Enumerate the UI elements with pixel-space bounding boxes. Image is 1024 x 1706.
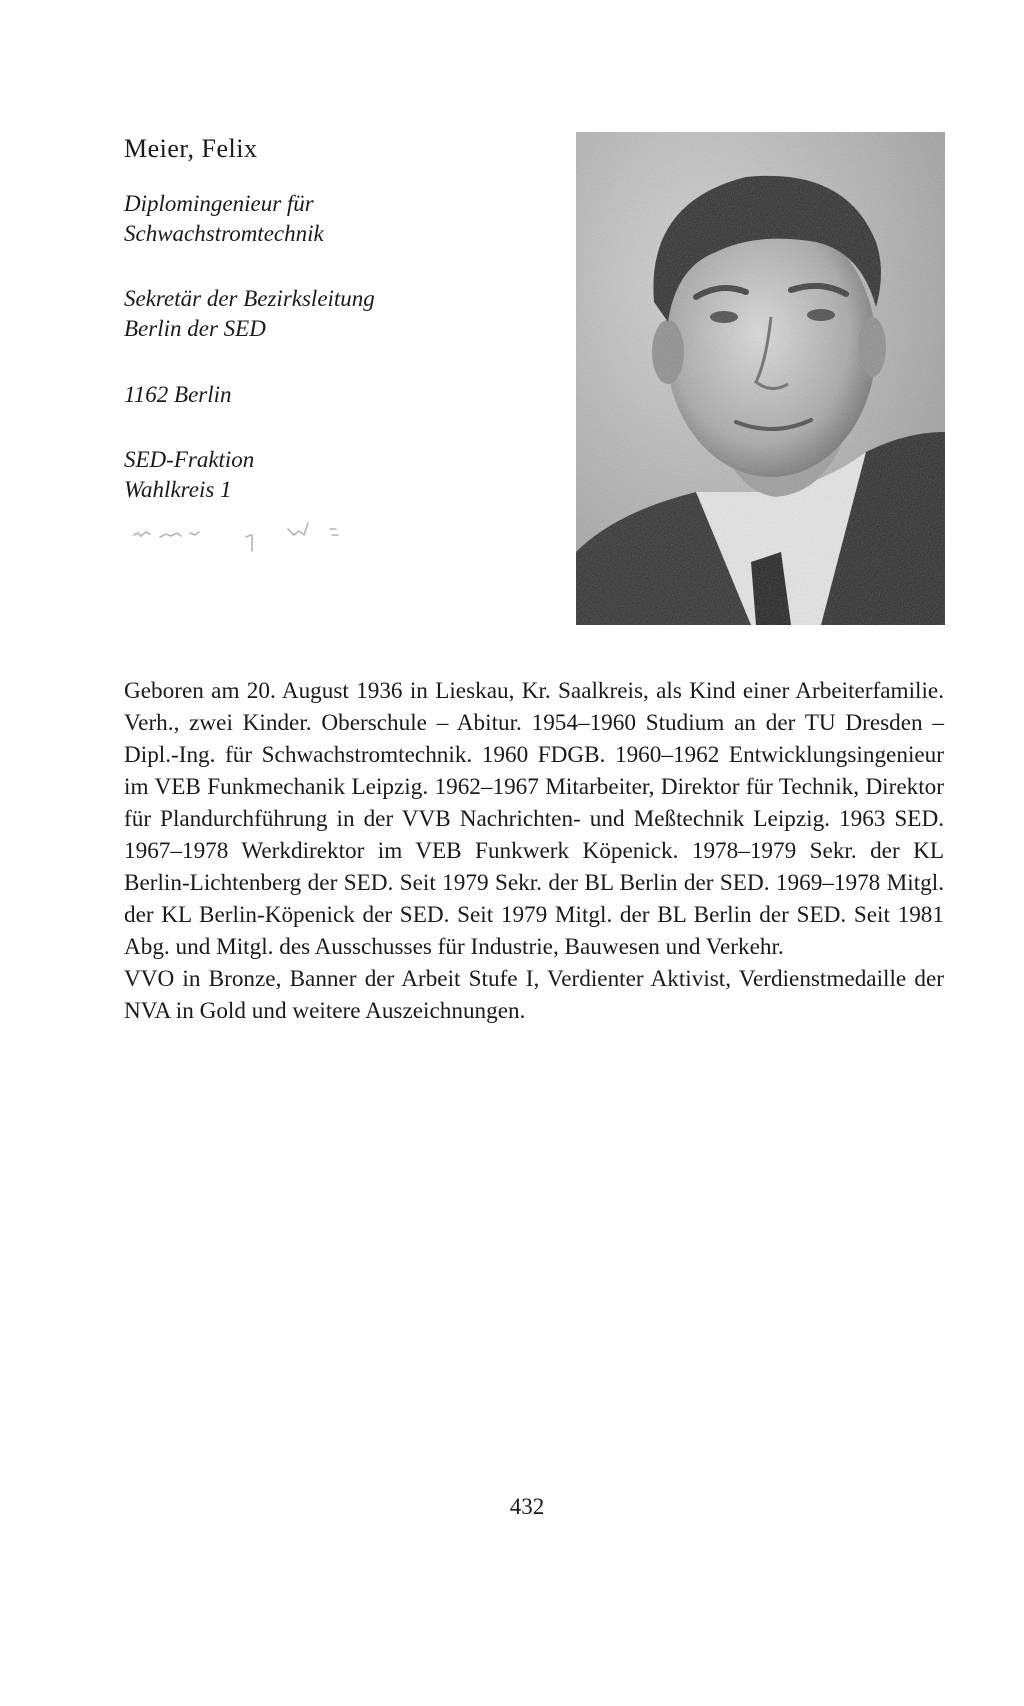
position-line-1: Sekretär der Bezirksleitung [124, 286, 375, 311]
profession [124, 189, 324, 249]
city [124, 380, 232, 410]
biography [124, 675, 944, 1027]
city-line: 1162 Berlin [124, 382, 232, 407]
page-number: 432 [509, 1494, 545, 1519]
portrait-icon [576, 132, 945, 625]
position [124, 284, 375, 344]
person-name: Meier, Felix [124, 134, 258, 163]
faction-line-1: SED-Fraktion [124, 447, 255, 472]
portrait-photo [576, 132, 945, 625]
faction-line-2: Wahlkreis 1 [124, 477, 232, 502]
biography-text: Geboren am 20. August 1936 in Lieskau, Kr. Saalkreis, als Kind einer Arbeiterfamilie. Verh., zwei Kinder. Oberschule – Abitur. 1954–1960 Studium an der TU Dresden – Dipl.-Ing. für Schwachstromtechnik. 1960 FDGB. 1960–1962 Entwicklungsingenieur im VEB Funkmechanik Leipzig. 1962–1967 Mitarbeiter, Direktor für Technik, Direktor für Plandurchführung in der VVB Nachrichten- und Meßtechnik Leipzig. 1963 SED. 1967–1978 Werkdirektor im VEB Funkwerk Köpenick. 1978–1979 Sekr. der KL Berlin-Lichtenberg der SED. Seit 1979 Sekr. der BL Berlin der SED. 1969–1978 Mitgl. der KL Berlin-Köpenick der SED. Seit 1979 Mitgl. der BL Berlin der SED. Seit 1981 Abg. und Mitgl. des Ausschusses für Industrie, Bauwesen und Verkehr. [124, 678, 944, 960]
profession-line-2: Schwachstromtechnik [124, 221, 324, 246]
faded-stamp-marks [130, 515, 390, 555]
awards-text: VVO in Bronze, Banner der Arbeit Stufe I, Verdienter Aktivist, Verdienstmedaille der NVA in Gold und weitere Auszeichnungen. [124, 966, 944, 1024]
position-line-2: Berlin der SED [124, 316, 266, 341]
faction [124, 445, 254, 505]
profession-line-1: Diplomingenieur für [124, 191, 314, 216]
